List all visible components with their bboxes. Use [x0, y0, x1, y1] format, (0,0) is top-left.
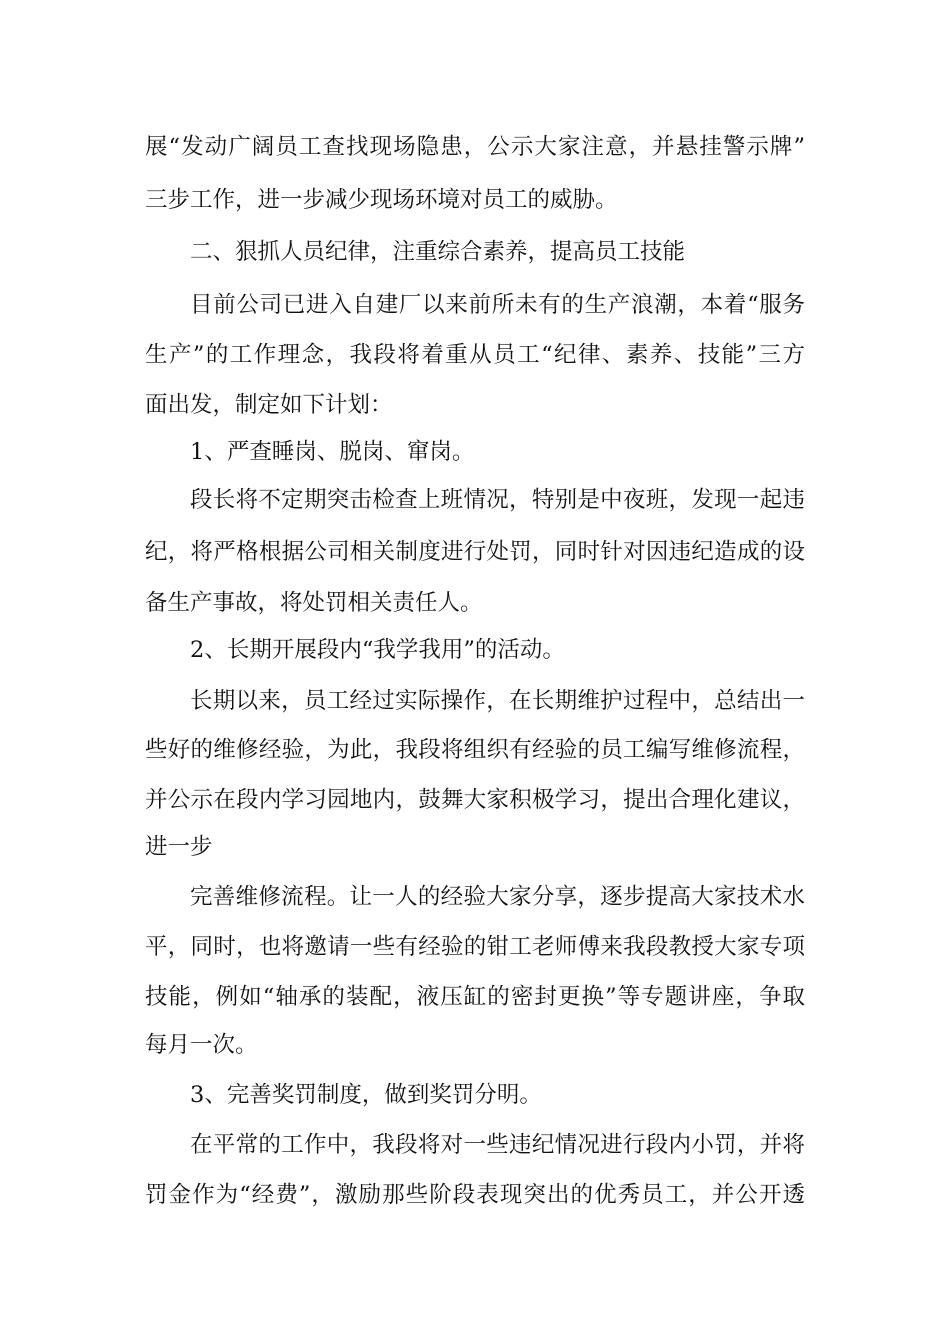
text-line: 进一步: [145, 834, 213, 860]
list-item-heading: 2、长期开展段内“我学我用”的活动。: [190, 637, 565, 663]
text-line: 段长将不定期突击检查上班情况，特别是中夜班，发现一起违: [190, 487, 805, 513]
list-item-heading: 3、完善奖罚制度，做到奖罚分明。: [190, 1082, 542, 1108]
list-item-heading: 1、严查睡岗、脱岗、窜岗。: [190, 439, 475, 465]
text-line: 纪，将严格根据公司相关制度进行处罚，同时针对因违纪造成的设: [145, 539, 805, 565]
text-line: 生产”的工作理念，我段将着重从员工“纪律、素养、技能”三方: [145, 342, 805, 368]
text-line: 在平常的工作中，我段将对一些违纪情况进行段内小罚，并将: [190, 1132, 805, 1158]
text-line: 三步工作，进一步减少现场环境对员工的威胁。: [145, 187, 618, 213]
text-line: 技能，例如“轴承的装配，液压缸的密封更换”等专题讲座，争取: [145, 984, 805, 1010]
text-line: 些好的维修经验，为此，我段将组织有经验的员工编写维修流程，: [145, 737, 805, 763]
text-line: 并公示在段内学习园地内，鼓舞大家积极学习，提出合理化建议，: [145, 787, 805, 813]
text-line: 展“发动广阔员工查找现场隐患，公示大家注意，并悬挂警示牌”: [145, 134, 805, 160]
text-line: 完善维修流程。让一人的经验大家分享，逐步提高大家技术水: [190, 884, 805, 910]
text-line: 面出发，制定如下计划：: [145, 392, 393, 418]
text-line: 备生产事故，将处罚相关责任人。: [145, 590, 483, 616]
text-line: 长期以来，员工经过实际操作，在长期维护过程中，总结出一: [190, 688, 805, 714]
text-line: 目前公司已进入自建厂以来前所未有的生产浪潮，本着“服务: [190, 292, 805, 318]
text-line: 每月一次。: [145, 1032, 258, 1058]
section-heading: 二、狠抓人员纪律，注重综合素养，提高员工技能: [190, 239, 686, 265]
text-line: 平，同时，也将邀请一些有经验的钳工老师傅来我段教授大家专项: [145, 934, 805, 960]
text-line: 罚金作为“经费”，激励那些阶段表现突出的优秀员工，并公开透: [145, 1182, 805, 1208]
